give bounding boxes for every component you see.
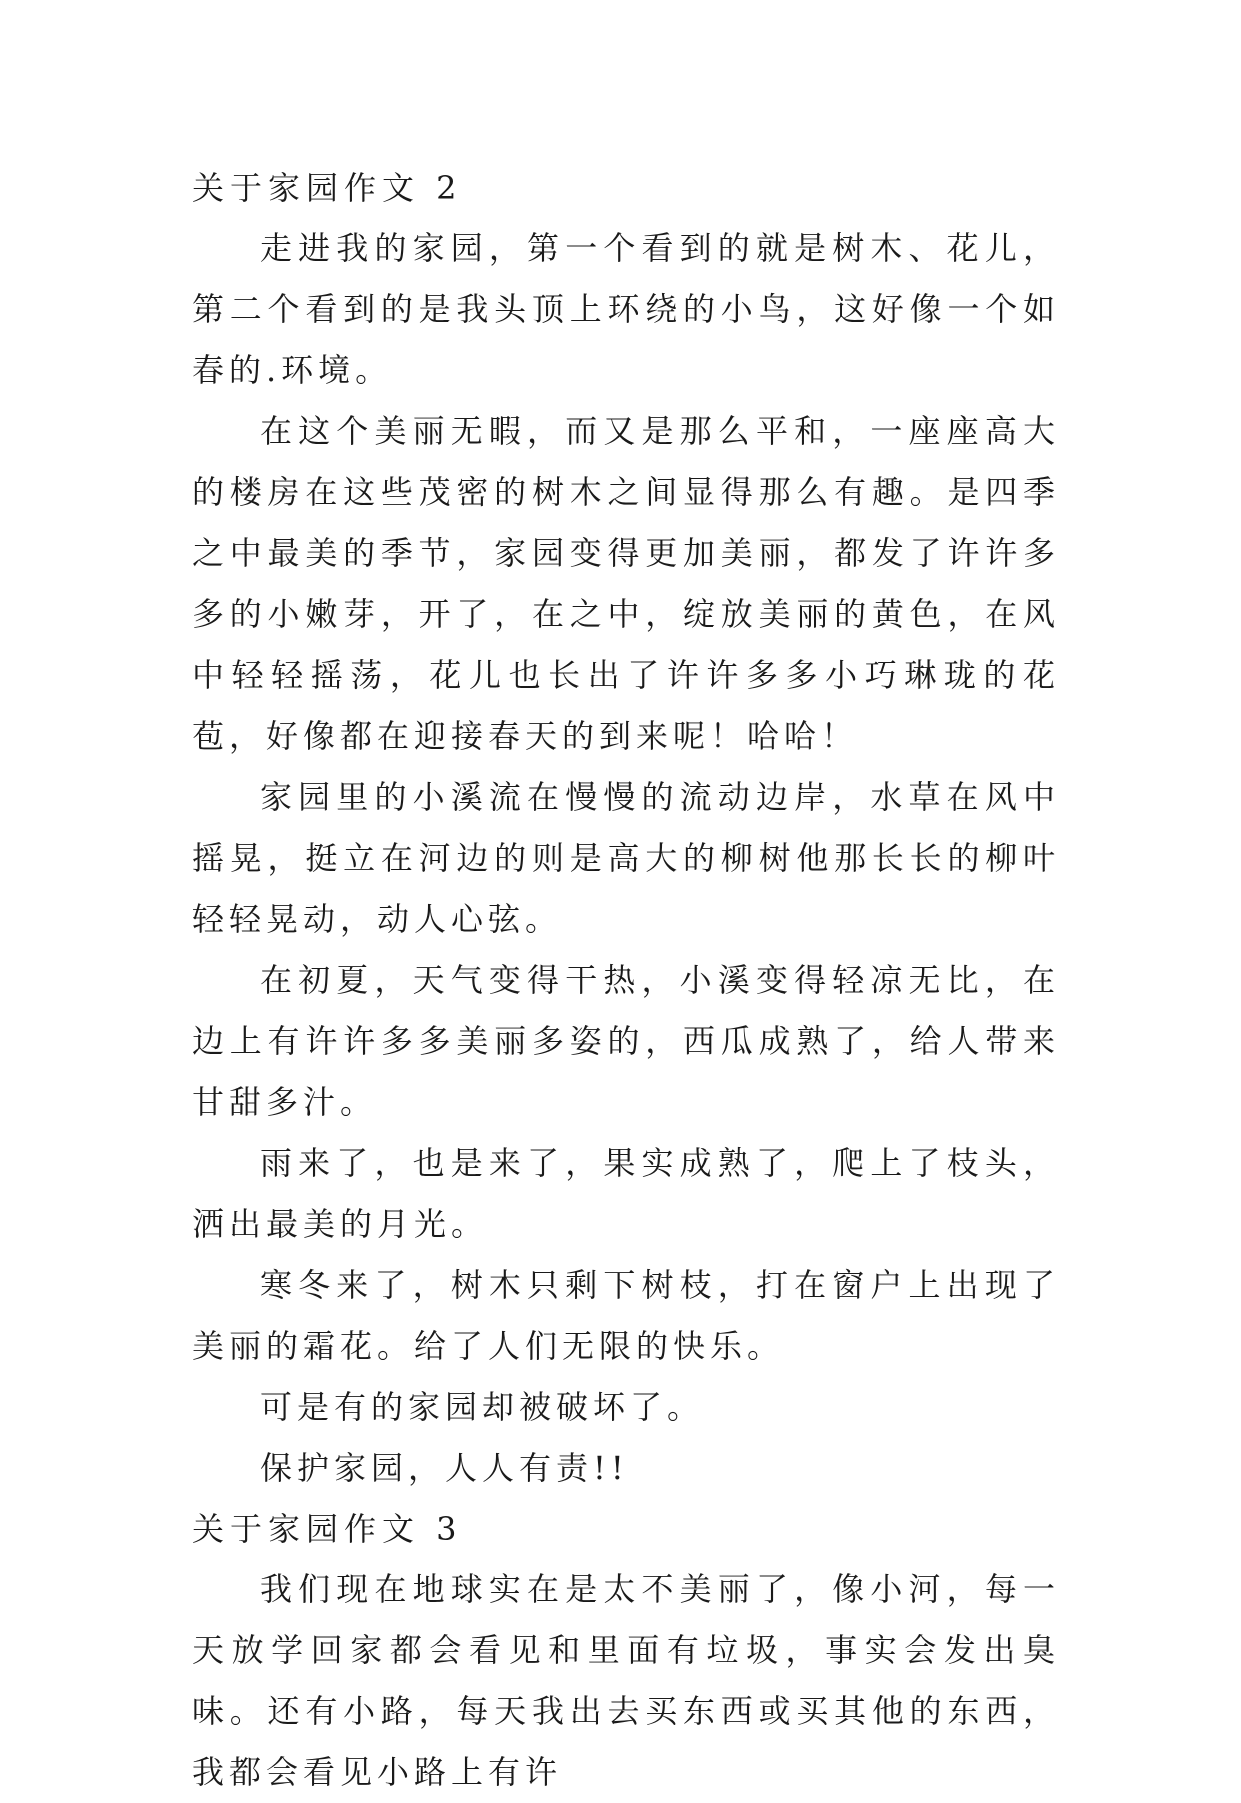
section-heading: 关于家园作文 3	[192, 1510, 463, 1548]
paragraph: 家园里的小溪流在慢慢的流动边岸，水草在风中摇晃，挺立在河边的则是高大的柳树他那长长的柳叶轻轻晃动，动人心弦。	[192, 778, 1060, 938]
paragraph: 保护家园，人人有责!!	[260, 1449, 629, 1487]
paragraph: 寒冬来了，树木只剩下树枝，打在窗户上出现了美丽的霜花。给了人们无限的快乐。	[192, 1266, 1060, 1365]
paragraph: 在初夏，天气变得干热，小溪变得轻凉无比，在边上有许许多多美丽多姿的，西瓜成熟了，给人带来甘甜多汁。	[192, 961, 1060, 1121]
paragraph: 可是有的家园却被破坏了。	[260, 1388, 705, 1426]
document-page	[192, 158, 1060, 1803]
paragraph: 在这个美丽无暇，而又是那么平和，一座座高大的楼房在这些茂密的树木之间显得那么有趣。是四季之中最美的季节，家园变得更加美丽，都发了许许多多的小嫩芽，开了，在之中，绽放美丽的黄色，在风中轻轻摇荡，花儿也长出了许许多多小巧琳珑的花苞，好像都在迎接春天的到来呢！哈哈！	[192, 412, 1060, 755]
section-heading: 关于家园作文 2	[192, 169, 463, 207]
paragraph: 走进我的家园，第一个看到的就是树木、花儿，第二个看到的是我头顶上环绕的小鸟，这好像一个如春的.环境。	[192, 229, 1060, 389]
paragraph: 雨来了，也是来了，果实成熟了，爬上了枝头，洒出最美的月光。	[192, 1144, 1060, 1243]
paragraph: 我们现在地球实在是太不美丽了，像小河，每一天放学回家都会看见和里面有垃圾，事实会发出臭味。还有小路，每天我出去买东西或买其他的东西，我都会看见小路上有许	[192, 1570, 1060, 1791]
